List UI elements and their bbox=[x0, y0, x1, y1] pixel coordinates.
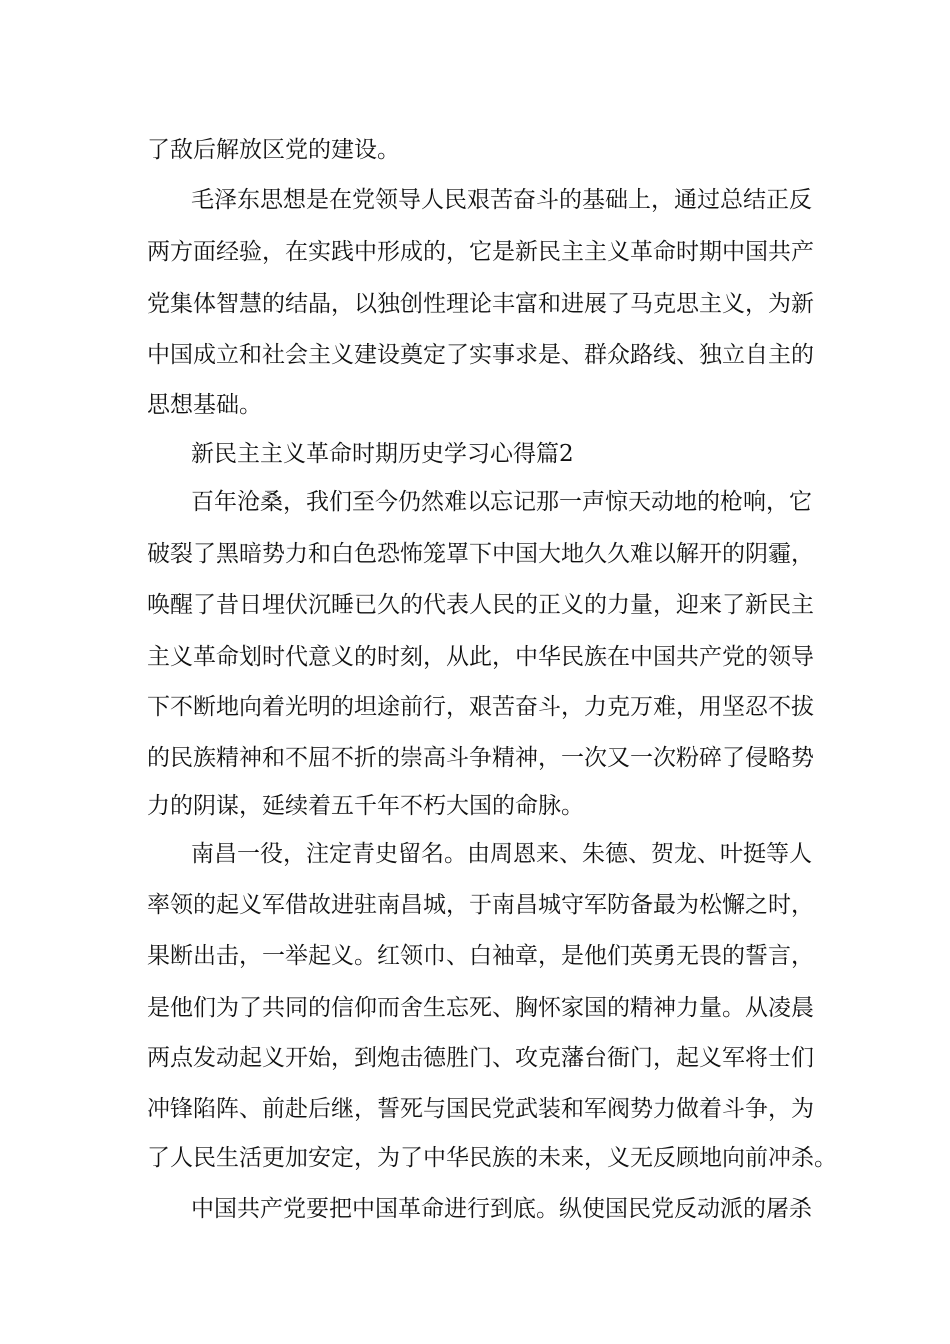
paragraph-line: 思想基础。 bbox=[147, 392, 262, 418]
paragraph-line: 中国成立和社会主义建设奠定了实事求是、群众路线、独立自主的 bbox=[147, 342, 814, 368]
paragraph-line: 中国共产党要把中国革命进行到底。纵使国民党反动派的屠杀 bbox=[191, 1196, 812, 1222]
paragraph-line: 主义革命划时代意义的时刻，从此，中华民族在中国共产党的领导 bbox=[147, 644, 814, 670]
paragraph-line: 了敌后解放区党的建设。 bbox=[147, 137, 400, 163]
paragraph-line: 果断出击，一举起义。红领巾、白袖章，是他们英勇无畏的誓言， bbox=[147, 943, 814, 969]
paragraph-line: 力的阴谋，延续着五千年不朽大国的命脉。 bbox=[147, 793, 584, 819]
paragraph-line: 率领的起义军借故进驻南昌城，于南昌城守军防备最为松懈之时， bbox=[147, 892, 814, 918]
paragraph-line: 两方面经验，在实践中形成的，它是新民主主义革命时期中国共产 bbox=[147, 239, 814, 265]
paragraph-line: 南昌一役，注定青史留名。由周恩来、朱德、贺龙、叶挺等人 bbox=[191, 841, 812, 867]
paragraph-line: 党集体智慧的结晶，以独创性理论丰富和进展了马克思主义，为新 bbox=[147, 291, 814, 317]
paragraph-line: 毛泽东思想是在党领导人民艰苦奋斗的基础上，通过总结正反 bbox=[191, 187, 812, 213]
paragraph-line: 了人民生活更加安定，为了中华民族的未来，义无反顾地向前冲杀。 bbox=[147, 1145, 837, 1171]
paragraph-line: 的民族精神和不屈不折的崇高斗争精神，一次又一次粉碎了侵略势 bbox=[147, 745, 814, 771]
paragraph-line: 冲锋陷阵、前赴后继，誓死与国民党武装和军阀势力做着斗争，为 bbox=[147, 1096, 814, 1122]
paragraph-line: 破裂了黑暗势力和白色恐怖笼罩下中国大地久久难以解开的阴霾， bbox=[147, 541, 814, 567]
paragraph-line: 两点发动起义开始，到炮击德胜门、攻克藩台衙门，起义军将士们 bbox=[147, 1045, 814, 1071]
paragraph-line: 是他们为了共同的信仰而舍生忘死、胸怀家国的精神力量。从凌晨 bbox=[147, 995, 814, 1021]
paragraph-line: 唤醒了昔日埋伏沉睡已久的代表人民的正义的力量，迎来了新民主 bbox=[147, 592, 814, 618]
paragraph-line: 下不断地向着光明的坦途前行，艰苦奋斗，力克万难，用坚忍不拔 bbox=[147, 694, 814, 720]
paragraph-line: 百年沧桑，我们至今仍然难以忘记那一声惊天动地的枪响，它 bbox=[191, 489, 812, 515]
section-heading: 新民主主义革命时期历史学习心得篇2 bbox=[191, 441, 574, 467]
